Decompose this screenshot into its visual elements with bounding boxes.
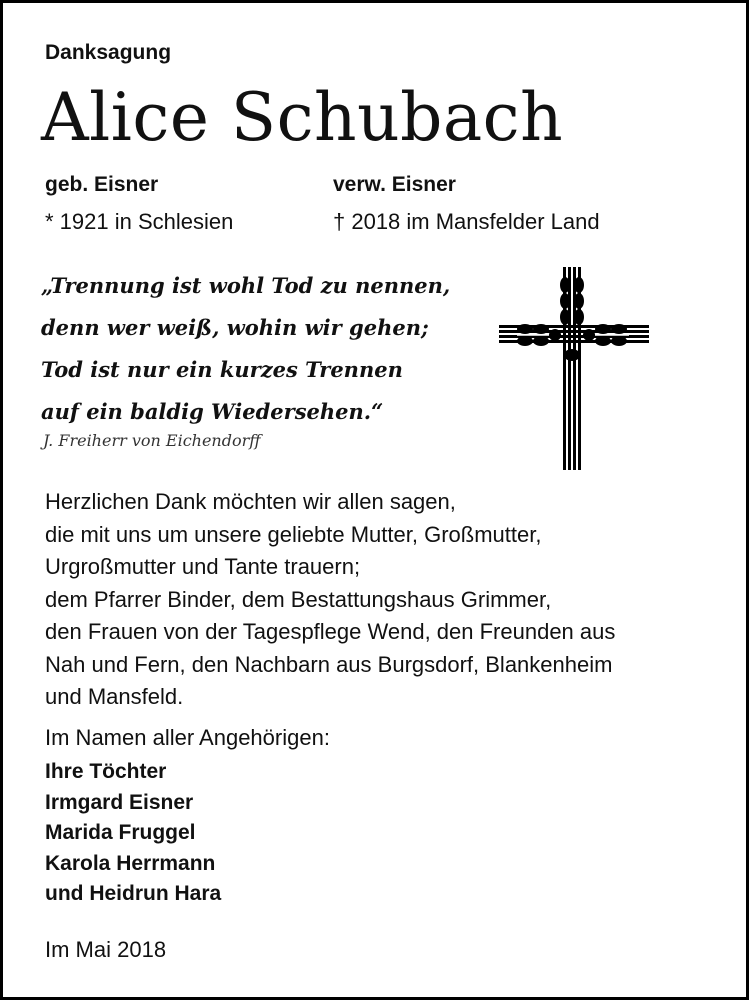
thanks-line: Nah und Fern, den Nachbarn aus Burgsdorf, Blankenheim [45, 651, 613, 677]
death-info: † 2018 im Mansfelder Land [333, 209, 600, 234]
signer-name: Karola Herrmann [45, 851, 216, 875]
signer-name: Ihre Töchter [45, 760, 167, 783]
signer-name: Marida Fruggel [45, 821, 196, 844]
signer-name: und Heidrun Hara [45, 882, 222, 905]
notice-type-label: Danksagung [45, 41, 172, 64]
widowed-name: verw. Eisner [333, 173, 456, 196]
poem-author: J. Freiherr von Eichendorff [43, 431, 261, 450]
thanks-line: und Mansfeld. [45, 684, 184, 709]
thanks-line: dem Pfarrer Binder, dem Bestattungshaus Grimmer, [45, 586, 552, 612]
poem-line: „Trennung ist wohl Tod zu nennen, [41, 273, 451, 298]
thanks-line: den Frauen von der Tagespflege Wend, den Freunden aus [45, 619, 616, 644]
poem-line: Tod ist nur ein kurzes Trennen [41, 357, 403, 382]
poem-line: auf ein baldig Wiedersehen.“ [41, 399, 384, 424]
poem-line: denn wer weiß, wohin wir gehen; [41, 315, 429, 340]
signer-name: Irmgard Eisner [45, 790, 194, 814]
birth-info: * 1921 in Schlesien [45, 209, 234, 234]
signature-intro: Im Namen aller Angehörigen: [45, 725, 330, 750]
birth-name: geb. Eisner [45, 173, 159, 196]
thanks-text [45, 486, 615, 714]
thanks-line: Urgroßmutter und Tante trauern; [45, 554, 361, 579]
poem-quote [41, 265, 450, 433]
thanks-line: Herzlichen Dank möchten wir allen sagen, [45, 489, 456, 514]
thanks-line: die mit uns um unsere geliebte Mutter, Großmutter, [45, 521, 542, 547]
deceased-name: Alice Schubach [41, 79, 564, 156]
cross-with-wheat-icon [499, 265, 649, 470]
signature-names [45, 757, 221, 910]
notice-date: Im Mai 2018 [45, 937, 167, 962]
